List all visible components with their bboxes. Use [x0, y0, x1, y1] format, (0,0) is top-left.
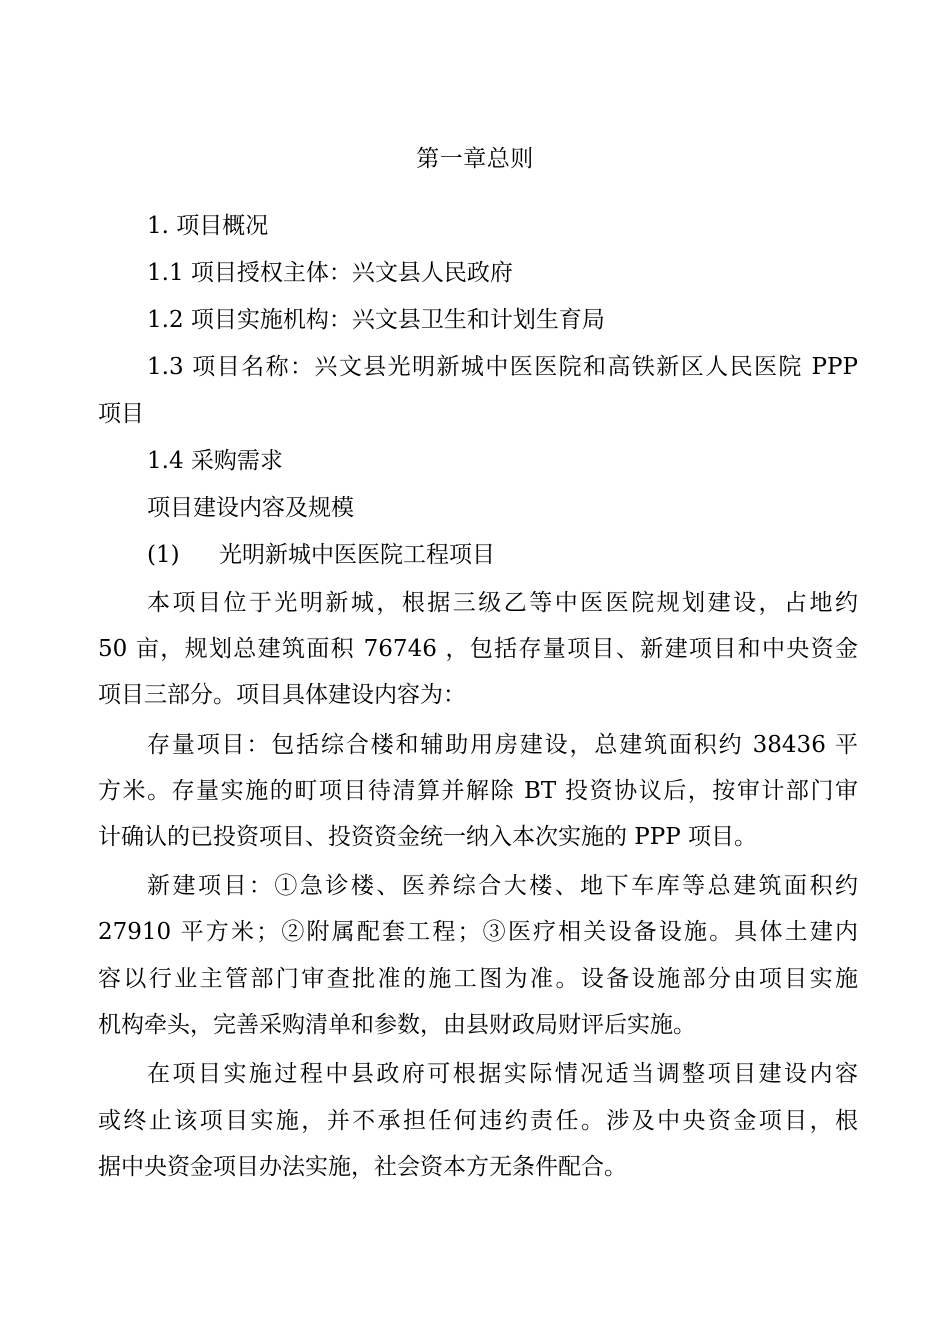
item-1-number: (1)	[147, 542, 180, 568]
section-1-heading: 1. 项目概况	[147, 213, 269, 239]
para-adjust-line: 据中央资金项目办法实施，社会资本方无条件配合。	[98, 1154, 627, 1180]
section-1-3-line-2: 项目	[98, 401, 144, 427]
para-existing-line: 存量项目：包括综合楼和辅助用房建设，总建筑面积约 38436 平	[147, 732, 858, 758]
section-1-2: 1.2 项目实施机构：兴文县卫生和计划生育局	[147, 307, 605, 333]
section-1-1: 1.1 项目授权主体：兴文县人民政府	[147, 260, 513, 286]
para-existing-line: 计确认的已投资项目、投资资金统一纳入本次实施的 PPP 项目。	[98, 824, 758, 850]
para-intro-line: 本项目位于光明新城，根据三级乙等中医医院规划建设，占地约	[147, 590, 858, 616]
chapter-title: 第一章总则	[416, 146, 534, 172]
para-new-line: 新建项目：①急诊楼、医养综合大楼、地下车库等总建筑面积约	[147, 873, 858, 899]
para-intro-line: 50 亩，规划总建筑面积 76746 ，包括存量项目、新建项目和中央资金	[98, 636, 858, 662]
para-intro-line: 项目三部分。项目具体建设内容为：	[98, 682, 466, 708]
para-adjust-line: 或终止该项目实施，并不承担任何违约责任。涉及中央资金项目，根	[98, 1108, 858, 1134]
scope-heading: 项目建设内容及规模	[147, 495, 354, 521]
section-1-3-line-1: 1.3 项目名称：兴文县光明新城中医医院和高铁新区人民医院 PPP	[147, 354, 858, 380]
para-new-line: 机构牵头，完善采购清单和参数，由县财政局财评后实施。	[98, 1012, 696, 1038]
para-adjust-line: 在项目实施过程中县政府可根据实际情况适当调整项目建设内容	[147, 1061, 858, 1087]
section-1-4: 1.4 采购需求	[147, 448, 283, 474]
para-new-line: 容以行业主管部门审查批准的施工图为准。设备设施部分由项目实施	[98, 966, 858, 992]
item-1-heading	[147, 538, 495, 572]
item-1-title: 光明新城中医医院工程项目	[219, 542, 495, 568]
para-existing-line: 方米。存量实施的町项目待清算并解除 BT 投资协议后，按审计部门审	[98, 778, 858, 804]
para-new-line: 27910 平方米；②附属配套工程；③医疗相关设备设施。具体土建内	[98, 919, 858, 945]
